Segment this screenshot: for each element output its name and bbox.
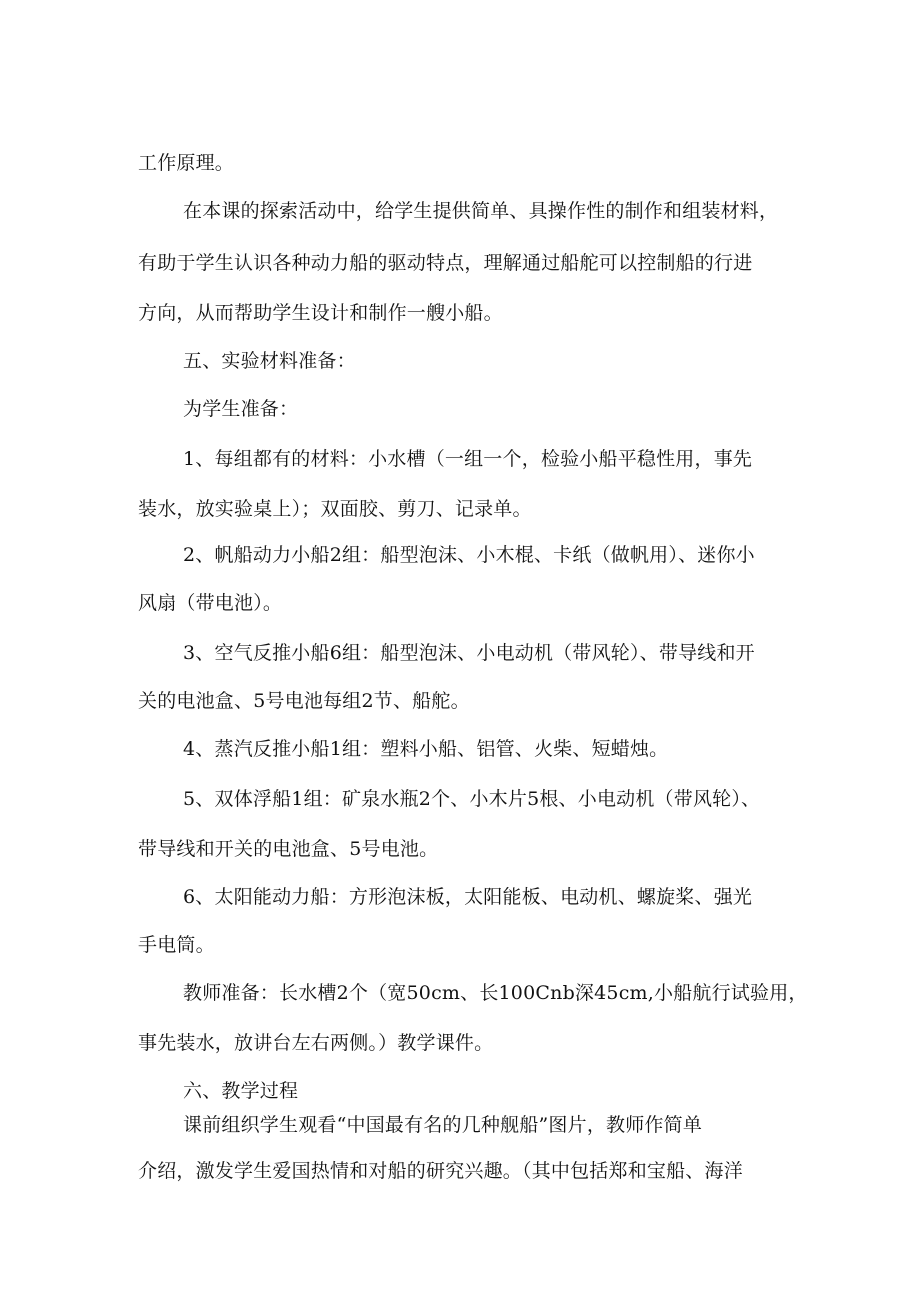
text-line: 手电筒。 [138, 934, 215, 956]
text-line: 介绍，激发学生爱国热情和对船的研究兴趣。（其中包括郑和宝船、海洋 [138, 1160, 743, 1182]
text-line: 有助于学生认识各种动力船的驱动特点，理解通过船舵可以控制船的行进 [138, 252, 753, 274]
text-line: 在本课的探索活动中，给学生提供简单、具操作性的制作和组装材料， [183, 200, 779, 222]
section-heading: 五、实验材料准备： [183, 350, 356, 372]
section-heading: 六、教学过程 [183, 1080, 299, 1102]
text-line: 教师准备：长水槽2个（宽50cm、长100Cnb深45cm,小船航行试验用， [183, 982, 808, 1004]
list-item: 3、空气反推小船6组：船型泡沫、小电动机（带风轮）、带导线和开 [183, 642, 755, 664]
list-item: 6、太阳能动力船：方形泡沫板，太阳能板、电动机、螺旋桨、强光 [183, 886, 753, 908]
text-line: 带导线和开关的电池盒、5号电池。 [138, 838, 439, 860]
text-line: 方向，从而帮助学生设计和制作一艘小船。 [138, 302, 503, 324]
text-line: 风扇（带电池）。 [138, 592, 283, 614]
list-item: 1、每组都有的材料：小水槽（一组一个，检验小船平稳性用，事先 [183, 448, 753, 470]
text-line: 工作原理。 [138, 152, 235, 174]
list-item: 5、双体浮船1组：矿泉水瓶2个、小木片5根、小电动机（带风轮）、 [183, 788, 761, 810]
text-line: 课前组织学生观看“中国最有名的几种舰船”图片，教师作简单 [183, 1114, 703, 1136]
text-line: 为学生准备： [183, 398, 299, 420]
text-line: 事先装水，放讲台左右两侧。）教学课件。 [138, 1032, 494, 1054]
list-item: 2、帆船动力小船2组：船型泡沫、小木棍、卡纸（做帆用）、迷你小 [183, 544, 755, 566]
text-line: 装水，放实验桌上）；双面胶、剪刀、记录单。 [138, 498, 532, 520]
list-item: 4、蒸汽反推小船1组：塑料小船、铝管、火柴、短蜡烛。 [183, 738, 669, 760]
text-line: 关的电池盒、5号电池每组2节、船舵。 [138, 690, 470, 712]
